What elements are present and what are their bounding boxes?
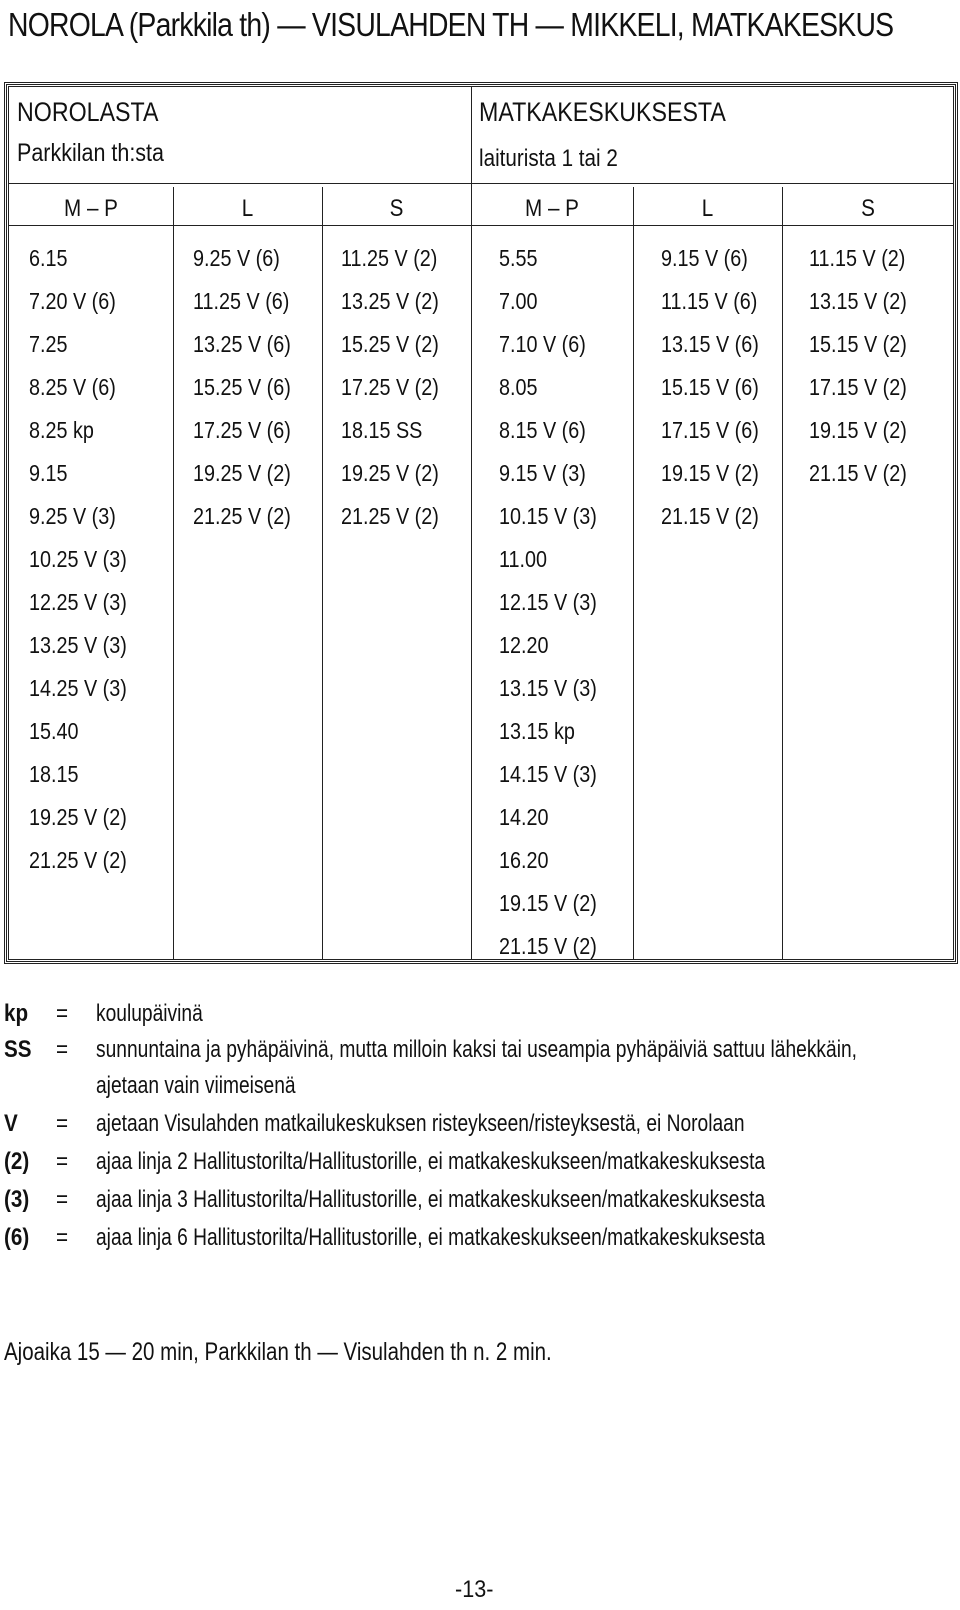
time-cell: 17.25 V (2) [341, 374, 439, 400]
column-divider [633, 187, 634, 959]
legend-item-6 [4, 1224, 954, 1262]
legend-text: koulupäivinä [96, 1000, 203, 1027]
time-cell: 17.25 V (6) [193, 417, 291, 443]
legend-equals: = [56, 1186, 69, 1213]
time-cell: 8.25 V (6) [29, 374, 116, 400]
column-header-s-left: S [389, 195, 404, 222]
page-number: -13- [455, 1576, 494, 1603]
legend-equals: = [56, 1110, 69, 1137]
time-cell: 19.15 V (2) [809, 417, 907, 443]
legend-item-ss [4, 1036, 954, 1110]
time-cell: 15.40 [29, 718, 79, 744]
legend-equals: = [56, 1036, 69, 1063]
time-cell: 21.15 V (2) [661, 503, 759, 529]
time-cell: 7.10 V (6) [499, 331, 586, 357]
time-cell: 7.25 [29, 331, 68, 357]
time-cell: 12.25 V (3) [29, 589, 127, 615]
legend-text: ajetaan Visulahden matkailukeskuksen risteykseen/risteyksestä, ei Norolaan [96, 1110, 745, 1137]
time-cell: 13.15 V (2) [809, 288, 907, 314]
right-section-subheading: laiturista 1 tai 2 [479, 145, 618, 172]
header-divider [9, 183, 953, 184]
time-cell: 13.25 V (3) [29, 632, 127, 658]
legend-item-3 [4, 1186, 954, 1224]
page-title: NOROLA (Parkkila th) — VISULAHDEN TH — MIKKELI, MATKAKESKUS [8, 6, 894, 43]
time-cell: 11.00 [499, 546, 548, 572]
time-cell: 19.25 V (2) [341, 460, 439, 486]
time-cell: 19.25 V (2) [193, 460, 291, 486]
legend-equals: = [56, 1000, 69, 1027]
legend-equals: = [56, 1148, 69, 1175]
column-header-mp-right: M – P [525, 195, 579, 222]
time-cell: 14.20 [499, 804, 549, 830]
column-header-l-left: L [241, 195, 254, 222]
column-header-divider [9, 225, 953, 226]
time-cell: 11.15 V (2) [809, 245, 906, 271]
time-cell: 11.25 V (2) [341, 245, 438, 271]
time-cell: 17.15 V (6) [661, 417, 759, 443]
legend-text: ajaa linja 2 Hallitustorilta/Hallitustorille, ei matkakeskukseen/matkakeskuksesta [96, 1148, 766, 1175]
legend-text: ajaa linja 3 Hallitustorilta/Hallitustorille, ei matkakeskukseen/matkakeskuksesta [96, 1186, 766, 1213]
time-cell: 13.25 V (6) [193, 331, 291, 357]
left-section-subheading: Parkkilan th:sta [17, 139, 164, 167]
legend-text: ajaa linja 6 Hallitustorilta/Hallitustorille, ei matkakeskukseen/matkakeskuksesta [96, 1224, 766, 1251]
legend-text: sunnuntaina ja pyhäpäivinä, mutta milloin kaksi tai useampia pyhäpäiviä sattuu lähekkäin, [96, 1036, 857, 1063]
time-cell: 14.25 V (3) [29, 675, 127, 701]
time-cell: 21.25 V (2) [29, 847, 127, 873]
legend-key: (2) [4, 1148, 30, 1175]
legend [4, 1000, 954, 1262]
legend-text-continued: ajetaan vain viimeisenä [96, 1072, 296, 1099]
legend-item-v [4, 1110, 954, 1148]
time-cell: 19.25 V (2) [29, 804, 127, 830]
section-divider [471, 87, 472, 959]
time-cell: 21.15 V (2) [499, 933, 597, 959]
column-header-l-right: L [701, 195, 714, 222]
times-column-l-left [193, 237, 307, 538]
time-cell: 19.15 V (2) [661, 460, 759, 486]
time-cell: 9.15 V (3) [499, 460, 586, 486]
legend-item-kp [4, 1000, 954, 1036]
time-cell: 5.55 [499, 245, 538, 271]
legend-key: SS [4, 1036, 32, 1063]
time-cell: 13.15 kp [499, 718, 575, 744]
column-header-mp-left: M – P [64, 195, 118, 222]
time-cell: 13.15 V (3) [499, 675, 597, 701]
left-section-heading: NOROLASTA [17, 97, 159, 127]
time-cell: 15.15 V (6) [661, 374, 759, 400]
time-cell: 15.15 V (2) [809, 331, 907, 357]
time-cell: 9.25 V (6) [193, 245, 280, 271]
time-cell: 21.25 V (2) [341, 503, 439, 529]
timetable [6, 84, 956, 962]
time-cell: 12.15 V (3) [499, 589, 597, 615]
time-cell: 8.15 V (6) [499, 417, 586, 443]
column-divider [322, 187, 323, 959]
time-cell: 17.15 V (2) [809, 374, 907, 400]
time-cell: 11.25 V (6) [193, 288, 290, 314]
legend-key: (3) [4, 1186, 30, 1213]
legend-key: kp [4, 1000, 29, 1027]
time-cell: 11.15 V (6) [661, 288, 758, 314]
time-cell: 15.25 V (6) [193, 374, 291, 400]
time-cell: 18.15 SS [341, 417, 423, 443]
times-column-mp-right [499, 237, 613, 968]
time-cell: 18.15 [29, 761, 79, 787]
time-cell: 14.15 V (3) [499, 761, 597, 787]
column-divider [173, 187, 174, 959]
time-cell: 8.05 [499, 374, 538, 400]
time-cell: 13.25 V (2) [341, 288, 439, 314]
time-cell: 15.25 V (2) [341, 331, 439, 357]
time-cell: 6.15 [29, 245, 68, 271]
time-cell: 9.15 [29, 460, 68, 486]
time-cell: 12.20 [499, 632, 549, 658]
time-cell: 19.15 V (2) [499, 890, 597, 916]
time-cell: 10.15 V (3) [499, 503, 597, 529]
legend-equals: = [56, 1224, 69, 1251]
column-divider [782, 187, 783, 959]
times-column-mp-left [29, 237, 143, 882]
times-column-s-left [341, 237, 455, 538]
legend-key: V [4, 1110, 18, 1137]
times-column-l-right [661, 237, 775, 538]
time-cell: 9.25 V (3) [29, 503, 116, 529]
legend-key: (6) [4, 1224, 30, 1251]
travel-time-note: Ajoaika 15 — 20 min, Parkkilan th — Visulahden th n. 2 min. [4, 1338, 552, 1366]
time-cell: 10.25 V (3) [29, 546, 127, 572]
time-cell: 9.15 V (6) [661, 245, 748, 271]
legend-item-2 [4, 1148, 954, 1186]
time-cell: 13.15 V (6) [661, 331, 759, 357]
time-cell: 7.20 V (6) [29, 288, 116, 314]
right-section-heading: MATKAKESKUKSESTA [479, 97, 726, 127]
column-header-s-right: S [861, 195, 875, 222]
time-cell: 16.20 [499, 847, 549, 873]
time-cell: 21.25 V (2) [193, 503, 291, 529]
time-cell: 7.00 [499, 288, 538, 314]
times-column-s-right [809, 237, 923, 495]
time-cell: 8.25 kp [29, 417, 94, 443]
time-cell: 21.15 V (2) [809, 460, 907, 486]
